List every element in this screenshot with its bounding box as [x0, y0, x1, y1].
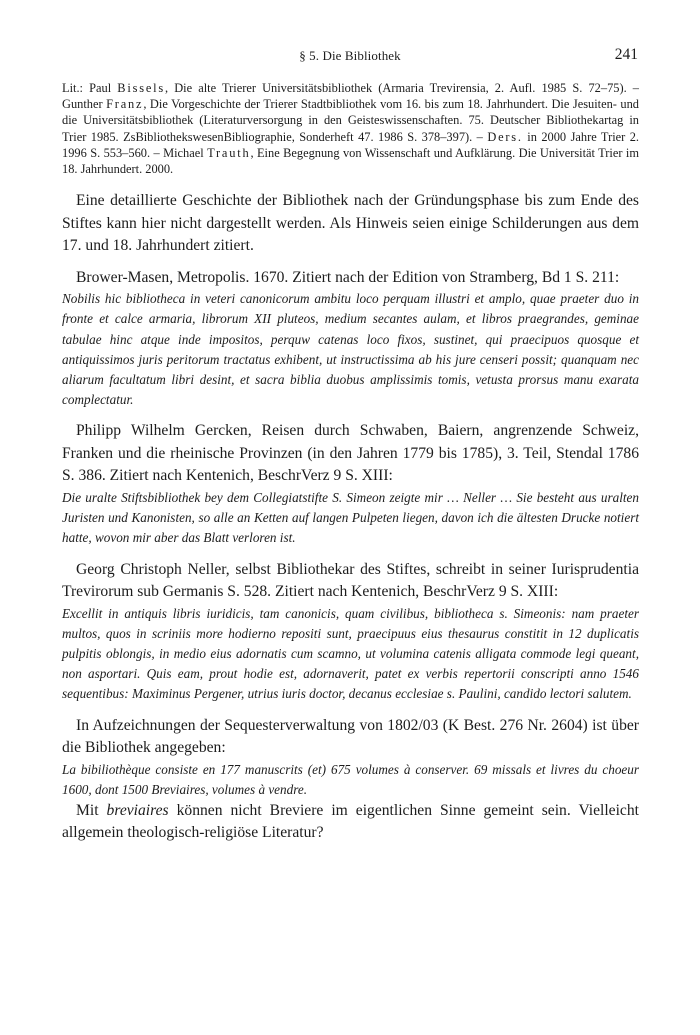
lit-text-5: , Eine Begegnung von Wissenschaft und Aufklärung. Die Universität Trier im 18. Jahrhundert. 2000. — [62, 145, 639, 177]
paragraph-brower: Brower-Masen, Metropolis. 1670. Zitiert nach der Edition von Stramberg, Bd 1 S. 211: — [76, 268, 620, 286]
paragraph-intro: Eine detaillierte Geschichte der Bibliothek nach der Gründungsphase bis zum Ende des Stiftes kann hier nicht dargestellt werden. Als Hinweis seien einige Schilderungen aus dem 17. und 18. Jahrhundert zitiert. — [62, 192, 639, 255]
paragraph-breviaires — [62, 800, 639, 845]
lit-text-3: , Die Vorgeschichte der Trierer Stadtbibliothek vom 16. bis zum 18. Jahrhundert. Die Jesuiten- und die Universitätsbibliothek (Literaturversorgung in den Geisteswissenschaften. 75. Deutscher Bibliothekartag in Trier 1985. ZsBibliothekswesenBibliographie, Sonderheft 47. 1986 S. 378–397). – — [62, 97, 640, 144]
lit-author-bissels: Bissels — [117, 81, 165, 95]
breviaires-text-c: können nicht Breviere im eigentlichen Sinne gemeint sein. Vielleicht allgemein theologisch-religiöse Literatur? — [62, 801, 639, 842]
paragraph-sequester: In Aufzeichnungen der Sequesterverwaltung von 1802/03 (K Best. 276 Nr. 2604) ist über die Bibliothek angegeben: — [62, 716, 639, 757]
breviaires-text-a: Mit — [76, 801, 107, 819]
breviaires-term: breviaires — [106, 801, 169, 819]
lit-text-1: Lit.: Paul — [62, 81, 118, 95]
lit-text-4: in 2000 Jahre Trier 2. 1996 S. 553–560. – Michael — [62, 129, 639, 160]
quote-neller-latin: Excellit in antiquis libris iuridicis, tam canonicis, quam civilibus, bibliotheca s. Simeonis: nam praeter multos, quos in scriniis more hodierno repositi sunt, praecipuus eius thesaurus constitit in 12 duplicatis pulpitis oblongis, in medio eius adornatis cum scamno, ut volumina catenis alligata commode legi queant, non asportari. Quis eam, prout hodie est, adornaverit, patet ex verbis repertorii conscripti anno 1546 sequentibus: Maximinus Pergener, utrius iuris doctor, decanus ecclesiae s. Paulini, candido lectori salutem. — [62, 605, 639, 702]
paragraph-gercken: Philipp Wilhelm Gercken, Reisen durch Schwaben, Baiern, angrenzende Schweiz, Franken und die rheinische Provinzen (in den Jahren 1779 bis 1785), 3. Teil, Stendal 1786 S. 386. Zitiert nach Kentenich, BeschrVerz 9 S. XIII: — [62, 422, 639, 485]
lit-author-franz: Franz — [106, 97, 144, 112]
lit-author-ders: Ders. — [487, 129, 523, 144]
quote-brower-latin: Nobilis hic bibliotheca in veteri canonicorum ambitu loco perquam illustri et amplo, quae praeter duo in fronte et calce armaria, librorum XII pluteos, medium secantes aulam, et libros praegrandes, geminae tabulae hinc atque inde impositos, perquw catenas loco fixos, sustinet, qui praecipuos quosque et antiquissimos juris peritorum tractatus exhibent, ut instructissima ab his jure censeri possit; quanquam nec aliarum facultatum libri desint, et sacra biblia duobus amplissimis tomis, vetusta prorsus manu exarata complectatur. — [62, 291, 639, 408]
quote-gercken: Die uralte Stiftsbibliothek bey dem Collegiatstifte S. Simeon zeigte mir … Neller … Sie besteht aus uralten Juristen und Kanonisten, so alle an Ketten auf langen Pulpeten liegen, davon ich die ältesten Drucke notiert hatte, wovon mir aber das Blatt verloren ist. — [62, 489, 639, 546]
literature-note — [62, 80, 639, 177]
lit-text-2: , Die alte Trierer Universitätsbibliothek (Armaria Trevirensia, 2. Aufl. 1985 S. 72–75). – Gunther — [62, 81, 639, 112]
page-header — [62, 46, 638, 68]
paragraph-neller: Georg Christoph Neller, selbst Bibliothekar des Stiftes, schreibt in seiner Iurisprudentia Trevirorum sub Germanis S. 528. Zitiert nach Kentenich, BeschrVerz 9 S. XIII: — [62, 560, 639, 601]
running-head: § 5. Die Bibliothek — [299, 48, 401, 63]
quote-sequester-french: La bibiliothèque consiste en 177 manuscrits (et) 675 volumes à conserver. 69 missals et livres du choeur 1600, dont 1500 Breviaires, volumes à vendre. — [62, 761, 639, 797]
lit-author-trauth: Trauth — [207, 145, 251, 160]
page-number: 241 — [614, 46, 638, 63]
page-body — [62, 80, 639, 854]
